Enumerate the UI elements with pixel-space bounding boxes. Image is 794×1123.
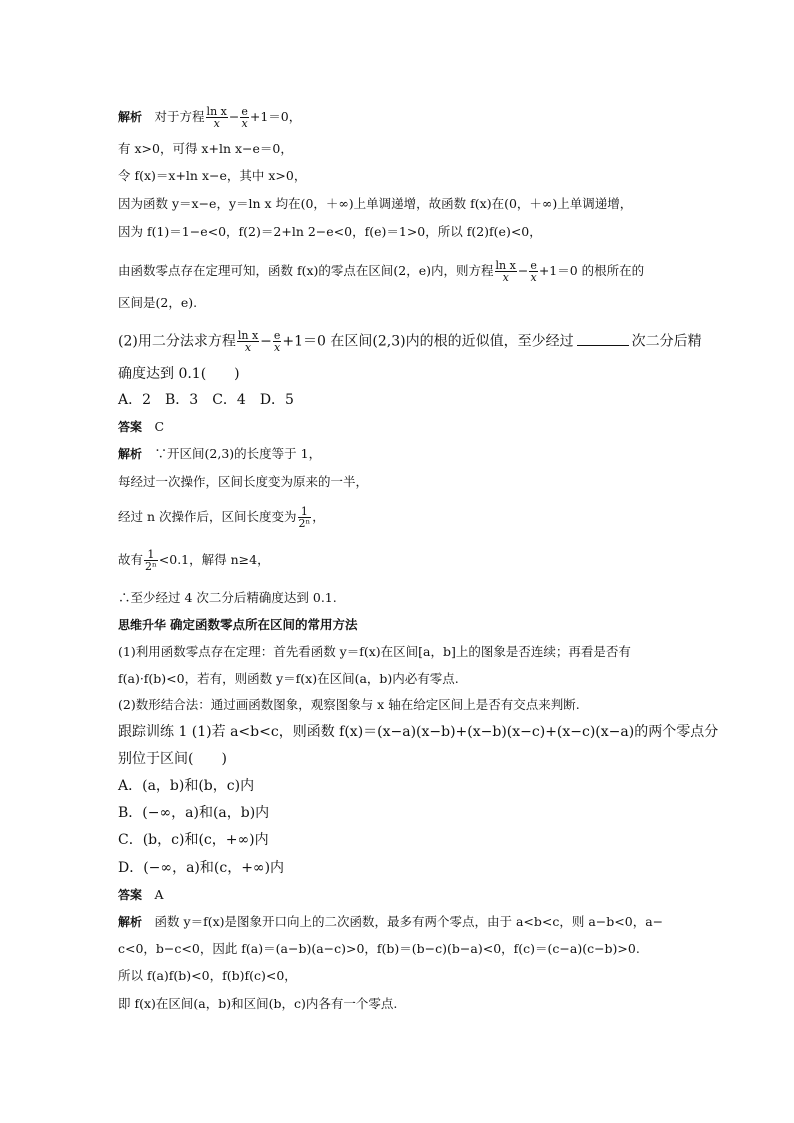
question-2-options: A．2 B．3 C．4 D．5 xyxy=(118,392,294,408)
method-title: 思维升华 xyxy=(118,618,167,632)
track-line-2: 别位于区间( ) xyxy=(118,751,227,767)
fraction xyxy=(237,330,259,353)
fraction xyxy=(206,106,228,129)
answer-value: A xyxy=(154,887,164,902)
analysis-line-1 xyxy=(118,106,301,129)
frac-num: ln x xyxy=(237,329,259,342)
frac-num: ln x xyxy=(206,105,227,118)
analysis2-line-5: ∴至少经过 4 次二分后精确度达到 0.1. xyxy=(118,590,337,605)
fraction xyxy=(240,106,249,129)
track-option-a: A．(a，b)和(b，c)内 xyxy=(118,778,255,794)
frac-num: 1 xyxy=(298,506,312,518)
track-line-1: 跟踪训练 1 (1)若 a<b<c，则函数 f(x)＝(x−a)(x−b)+(x−b)(x−c)+(x−c)(x−a)的两个零点分 xyxy=(118,724,719,740)
frac-den: x xyxy=(213,117,220,130)
analysis-line-6 xyxy=(118,260,644,283)
frac-num: e xyxy=(530,259,537,272)
text: 函数 y＝f(x)是图象开口向上的二次函数，最多有两个零点，由于 a<b<c，则 a−b<0，a− xyxy=(154,914,664,929)
frac-den: x xyxy=(244,341,252,354)
frac-den: x xyxy=(241,117,248,130)
fraction xyxy=(529,260,538,283)
analysis3-line-2: c<0，b−c<0，因此 f(a)＝(a−b)(a−c)>0，f(b)＝(b−c)(b−a)<0，f(c)＝(c−a)(c−b)>0. xyxy=(118,941,640,956)
answer-label: 答案 xyxy=(118,420,143,434)
track-option-d: D．(−∞，a)和(c，+∞)内 xyxy=(118,860,285,876)
method-title-line xyxy=(118,617,358,633)
analysis3-line-4: 即 f(x)在区间(a，b)和区间(b，c)内各有一个零点. xyxy=(118,996,398,1011)
text: 经过 n 次操作后，区间长度变为 xyxy=(118,509,297,524)
analysis2-line-2: 每经过一次操作，区间长度变为原来的一半， xyxy=(118,474,369,489)
frac-den: x xyxy=(530,271,537,284)
analysis-label: 解析 xyxy=(118,110,143,124)
frac-den: x xyxy=(502,271,509,284)
answer-line xyxy=(118,419,164,435)
text: ∵开区间(2,3)的长度等于 1， xyxy=(154,446,322,461)
text: ， xyxy=(312,509,325,524)
track-option-c: C．(b，c)和(c，+∞)内 xyxy=(118,832,269,848)
analysis-line-4: 因为函数 y＝x−e，y＝ln x 均在(0，＋∞)上单调递增，故函数 f(x)在(0，＋∞)上单调递增， xyxy=(118,196,633,211)
analysis-line-5: 因为 f(1)＝1−e<0，f(2)＝2+ln 2−e<0，f(e)＝1>0，所以 f(2)f(e)<0， xyxy=(118,224,542,239)
method-subtitle: 确定函数零点所在区间的常用方法 xyxy=(170,617,358,632)
analysis-line-3: 令 f(x)＝x+ln x−e，其中 x>0， xyxy=(118,168,307,183)
frac-den: 2ⁿ xyxy=(145,560,157,573)
text: +1＝0 在区间(2,3)内的根的近似值，至少经过 xyxy=(282,333,574,350)
question-2-line-2: 确度达到 0.1( ) xyxy=(118,366,240,382)
frac-den: x xyxy=(274,341,281,354)
frac-num: e xyxy=(273,329,281,342)
text: +1＝0， xyxy=(249,109,302,124)
track-option-b: B．(−∞，a)和(a，b)内 xyxy=(118,805,270,821)
text: +1＝0 的根所在的 xyxy=(538,263,645,278)
method-line-3: (2)数形结合法：通过画函数图象，观察图象与 x 轴在给定区间上是否有交点来判断. xyxy=(118,697,580,712)
text: 由函数零点存在定理可知，函数 f(x)的零点在区间(2，e)内，则方程 xyxy=(118,263,494,278)
analysis-line-2: 有 x>0，可得 x+ln x−e＝0， xyxy=(118,141,293,156)
method-line-2: f(a)·f(b)<0，若有，则函数 y＝f(x)在区间(a，b)内必有零点. xyxy=(118,671,459,686)
minus-sign: − xyxy=(228,109,240,124)
question-2-line-1 xyxy=(118,330,702,353)
analysis-label: 解析 xyxy=(118,915,143,929)
method-line-1: (1)利用函数零点存在定理：首先看函数 y＝f(x)在区间[a，b]上的图象是否连续；再看是否有 xyxy=(118,644,631,659)
fraction xyxy=(144,549,158,572)
fraction xyxy=(273,330,282,353)
analysis3-line-1 xyxy=(118,914,663,930)
answer-blank xyxy=(577,333,629,346)
text: 故有 xyxy=(118,552,144,567)
text: 次二分后精 xyxy=(631,333,702,350)
answer-label: 答案 xyxy=(118,888,143,902)
frac-den: 2ⁿ xyxy=(298,517,311,530)
text: (2)用二分法求方程 xyxy=(118,333,236,350)
fraction xyxy=(298,506,312,529)
analysis-line-7: 区间是(2，e). xyxy=(118,295,198,310)
frac-num: 1 xyxy=(144,549,158,561)
analysis2-line-3 xyxy=(118,506,325,529)
text: <0.1，解得 n≥4， xyxy=(158,552,270,567)
analysis2-line-1 xyxy=(118,446,321,462)
answer-value: C xyxy=(154,419,165,434)
minus-sign: − xyxy=(517,263,529,278)
analysis-label: 解析 xyxy=(118,447,143,461)
minus-sign: − xyxy=(260,333,272,350)
frac-num: ln x xyxy=(495,259,516,272)
track-answer-line xyxy=(118,887,164,903)
text: 对于方程 xyxy=(154,109,205,124)
analysis2-line-4 xyxy=(118,549,270,572)
fraction xyxy=(495,260,517,283)
analysis3-line-3: 所以 f(a)f(b)<0，f(b)f(c)<0， xyxy=(118,968,297,983)
frac-num: e xyxy=(241,105,248,118)
